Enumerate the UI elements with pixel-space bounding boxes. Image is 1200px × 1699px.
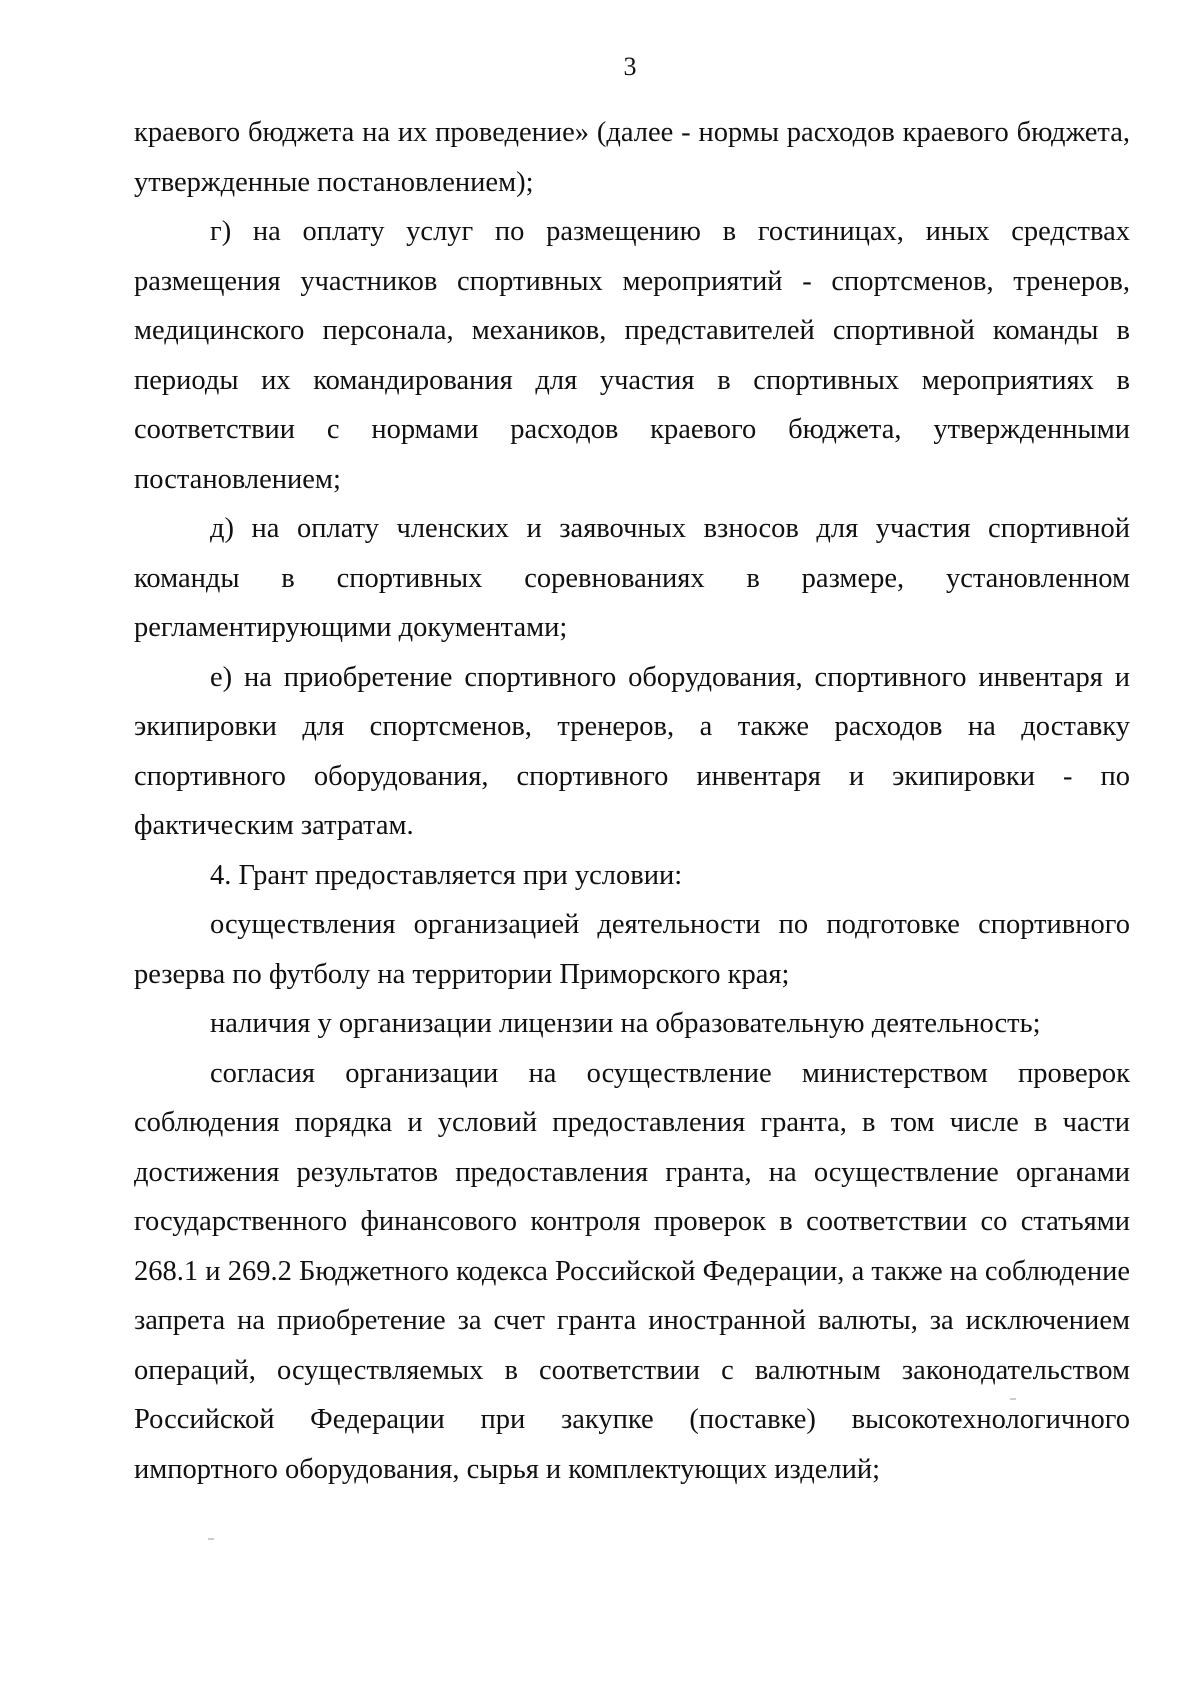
document-body bbox=[134, 108, 1130, 1494]
paragraph-item-d: д) на оплату членских и заявочных взносов для участия спортивной команды в спортивных соревнованиях в размере, установленном регламентирующими документами; bbox=[134, 513, 1130, 643]
scan-artifact bbox=[208, 1538, 214, 1540]
paragraph-item-g: г) на оплату услуг по размещению в гостиницах, иных средствах размещения участников спортивных мероприятий - спортсменов, тренеров, медицинского персонала, механиков, представителей спортивной команды в периоды их командирования для участия в спортивных мероприятиях в соответствии с нормами расходов краевого бюджета, утвержденными постановлением; bbox=[134, 216, 1130, 495]
scan-artifact bbox=[1010, 1398, 1016, 1400]
paragraph-condition-2: наличия у организации лицензии на образовательную деятельность; bbox=[210, 1008, 1041, 1039]
paragraph-section-4: 4. Грант предоставляется при условии: bbox=[210, 859, 683, 891]
paragraph-condition-1: осуществления организацией деятельности по подготовке спортивного резерва по футболу на территории Приморского края; bbox=[134, 909, 1130, 990]
paragraph-item-e: е) на приобретение спортивного оборудования, спортивного инвентаря и экипировки для спортсменов, тренеров, а также расходов на доставку спортивного оборудования, спортивного инвентаря и экипировки - по фактическим затратам. bbox=[134, 661, 1130, 841]
paragraph-continuation: краевого бюджета на их проведение» (далее - нормы расходов краевого бюджета, утвержденные постановлением); bbox=[134, 117, 1130, 198]
paragraph-condition-3: согласия организации на осуществление министерством проверок соблюдения порядка и условий предоставления гранта, в том числе в части достижения результатов предоставления гранта, на осуществление органами государственного финансового контроля проверок в соответствии со статьями 268.1 и 269.2 Бюджетного кодекса Российской Федерации, а также на соблюдение запрета на приобретение за счет гранта иностранной валюты, за исключением операций, осуществляемых в соответствии с валютным законодательством Российской Федерации при закупке (поставке) высокотехнологичного импортного оборудования, сырья и комплектующих изделий; bbox=[134, 1057, 1130, 1485]
page-number: 3 bbox=[623, 52, 637, 81]
